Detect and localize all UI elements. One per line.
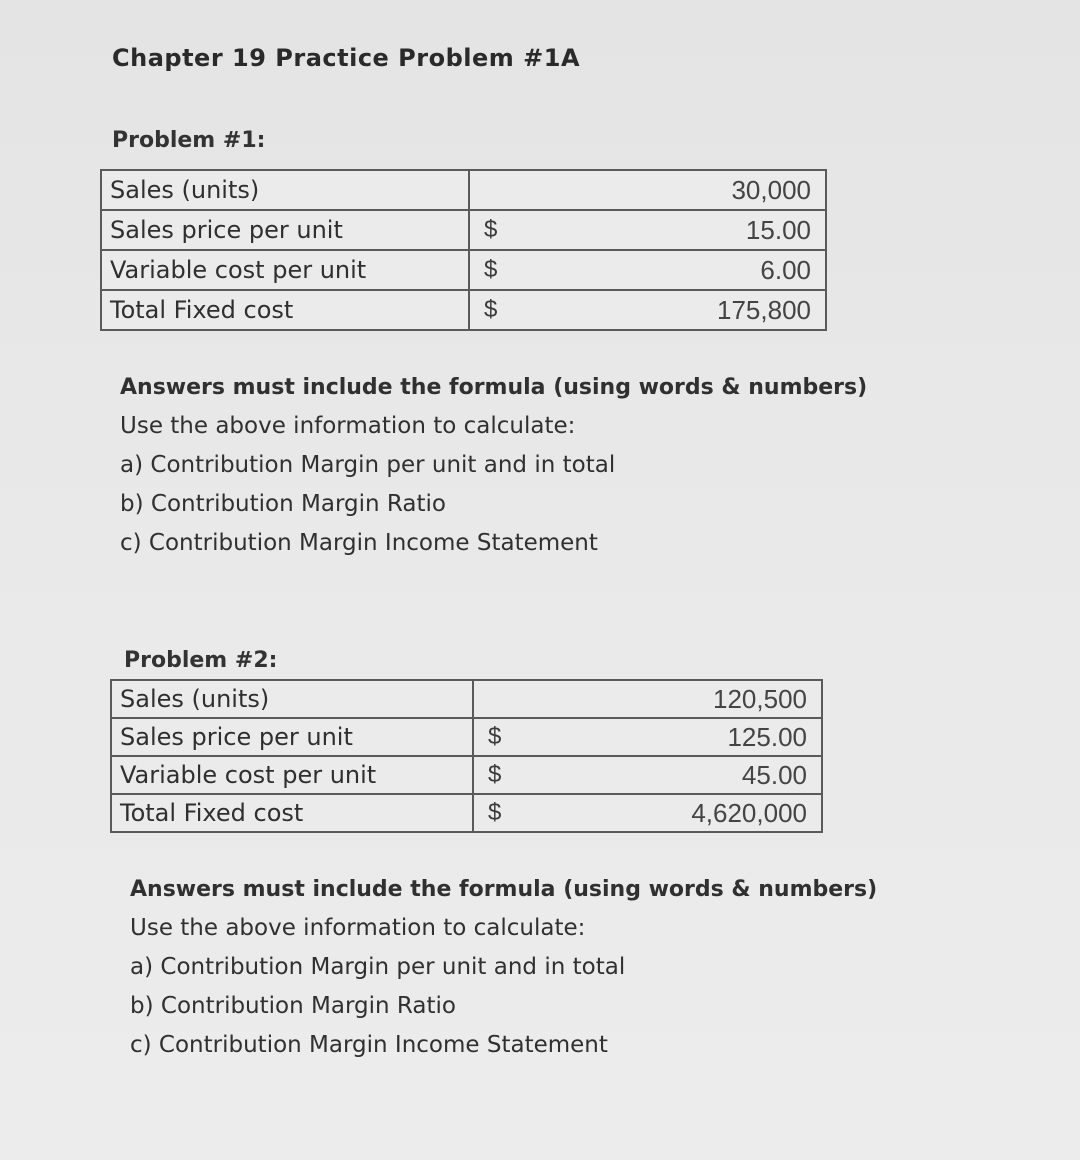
table-row [111, 794, 822, 832]
problem-2-table [110, 679, 823, 833]
question-item: a) Contribution Margin per unit and in total [120, 452, 616, 478]
currency-symbol: $ [473, 718, 533, 756]
question-item: a) Contribution Margin per unit and in total [130, 954, 626, 980]
row-value: 6.00 [529, 250, 826, 290]
question-item: c) Contribution Margin Income Statement [120, 530, 598, 556]
currency-symbol [469, 170, 529, 210]
table-row [101, 210, 826, 250]
instruction-intro: Use the above information to calculate: [120, 413, 576, 439]
currency-symbol: $ [473, 794, 533, 832]
problem-2-instructions [130, 870, 877, 1065]
currency-symbol [473, 680, 533, 718]
row-value: 175,800 [529, 290, 826, 330]
currency-symbol: $ [473, 756, 533, 794]
row-value: 15.00 [529, 210, 826, 250]
table-row [101, 290, 826, 330]
problem-1-instructions [120, 368, 867, 563]
row-value: 30,000 [529, 170, 826, 210]
row-value: 4,620,000 [533, 794, 822, 832]
row-label: Sales price per unit [111, 718, 473, 756]
page-title: Chapter 19 Practice Problem #1A [112, 44, 581, 72]
instruction-intro: Use the above information to calculate: [130, 915, 586, 941]
requirement-note: Answers must include the formula (using words & numbers) [130, 877, 878, 902]
table-row [101, 170, 826, 210]
currency-symbol: $ [469, 250, 529, 290]
problem-2-heading: Problem #2: [124, 648, 278, 673]
row-label: Sales (units) [101, 170, 469, 210]
problem-1-table [100, 169, 827, 331]
row-value: 45.00 [533, 756, 822, 794]
row-label: Sales (units) [111, 680, 473, 718]
table-row [111, 756, 822, 794]
problem-1-heading: Problem #1: [112, 128, 266, 153]
row-label: Variable cost per unit [101, 250, 469, 290]
currency-symbol: $ [469, 210, 529, 250]
row-value: 125.00 [533, 718, 822, 756]
question-item: b) Contribution Margin Ratio [120, 491, 446, 517]
row-value: 120,500 [533, 680, 822, 718]
question-item: c) Contribution Margin Income Statement [130, 1032, 608, 1058]
table-row [111, 680, 822, 718]
row-label: Total Fixed cost [101, 290, 469, 330]
row-label: Total Fixed cost [111, 794, 473, 832]
question-item: b) Contribution Margin Ratio [130, 993, 456, 1019]
row-label: Variable cost per unit [111, 756, 473, 794]
table-row [101, 250, 826, 290]
table-row [111, 718, 822, 756]
requirement-note: Answers must include the formula (using words & numbers) [120, 375, 868, 400]
currency-symbol: $ [469, 290, 529, 330]
row-label: Sales price per unit [101, 210, 469, 250]
